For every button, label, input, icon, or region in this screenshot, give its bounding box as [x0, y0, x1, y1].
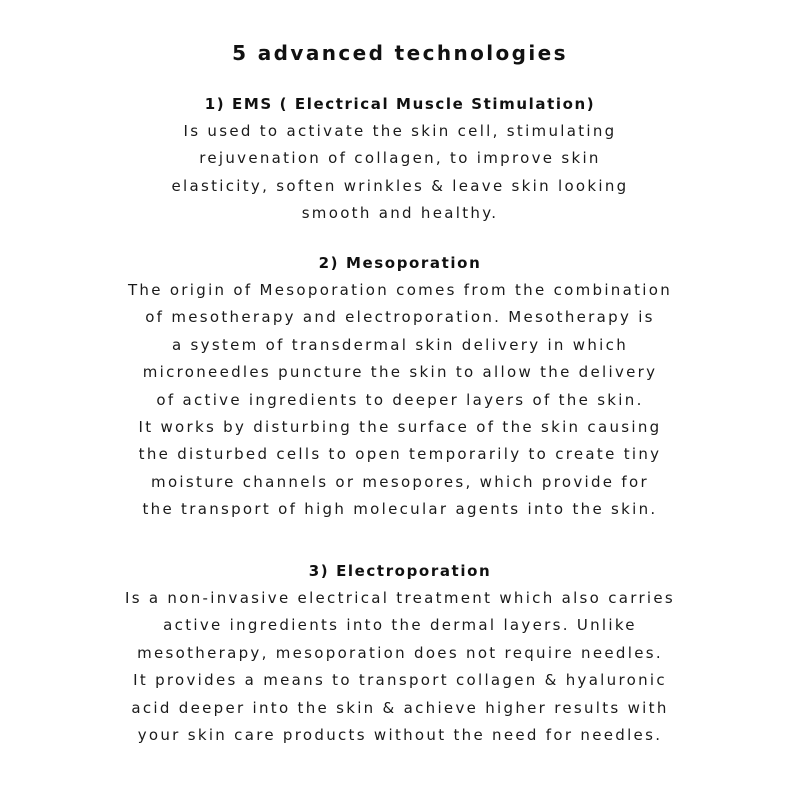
body-line: Is used to activate the skin cell, stimulating [183, 122, 617, 140]
body-line: the transport of high molecular agents into the skin. [142, 500, 658, 519]
body-line: It works by disturbing the surface of the skin causing [138, 418, 662, 437]
body-line: smooth and healthy. [301, 204, 499, 223]
section-heading: 1) EMS ( Electrical Muscle Stimulation) [204, 95, 596, 113]
body-line: of mesotherapy and electroporation. Mesotherapy is [145, 308, 655, 327]
body-line: microneedles puncture the skin to allow the delivery [142, 363, 658, 382]
body-line: Is a non-invasive electrical treatment which also carries [124, 589, 676, 607]
section-mesoporation [0, 249, 800, 524]
body-line: mesotherapy, mesoporation does not require needles. [137, 643, 663, 662]
body-line: a system of transdermal skin delivery in which [171, 335, 629, 354]
section-heading: 2) Mesoporation [318, 254, 482, 272]
body-line: your skin care products without the need for needles. [137, 726, 663, 745]
body-line: It provides a means to transport collagen & hyaluronic [133, 671, 667, 690]
section-ems [0, 90, 800, 228]
body-line: The origin of Mesoporation comes from the combination [127, 281, 673, 299]
body-line: active ingredients into the dermal layers. Unlike [163, 616, 637, 635]
page-title: 5 advanced technologies [232, 41, 568, 65]
body-line: of active ingredients to deeper layers of the skin. [156, 390, 644, 409]
section-heading: 3) Electroporation [308, 562, 492, 580]
body-line: moisture channels or mesopores, which provide for [151, 472, 649, 491]
body-line: the disturbed cells to open temporarily to create tiny [138, 445, 662, 464]
section-electroporation [0, 557, 800, 749]
body-line: acid deeper into the skin & achieve higher results with [131, 698, 669, 717]
body-line: rejuvenation of collagen, to improve skin [199, 149, 601, 168]
body-line: elasticity, soften wrinkles & leave skin looking [171, 176, 629, 195]
